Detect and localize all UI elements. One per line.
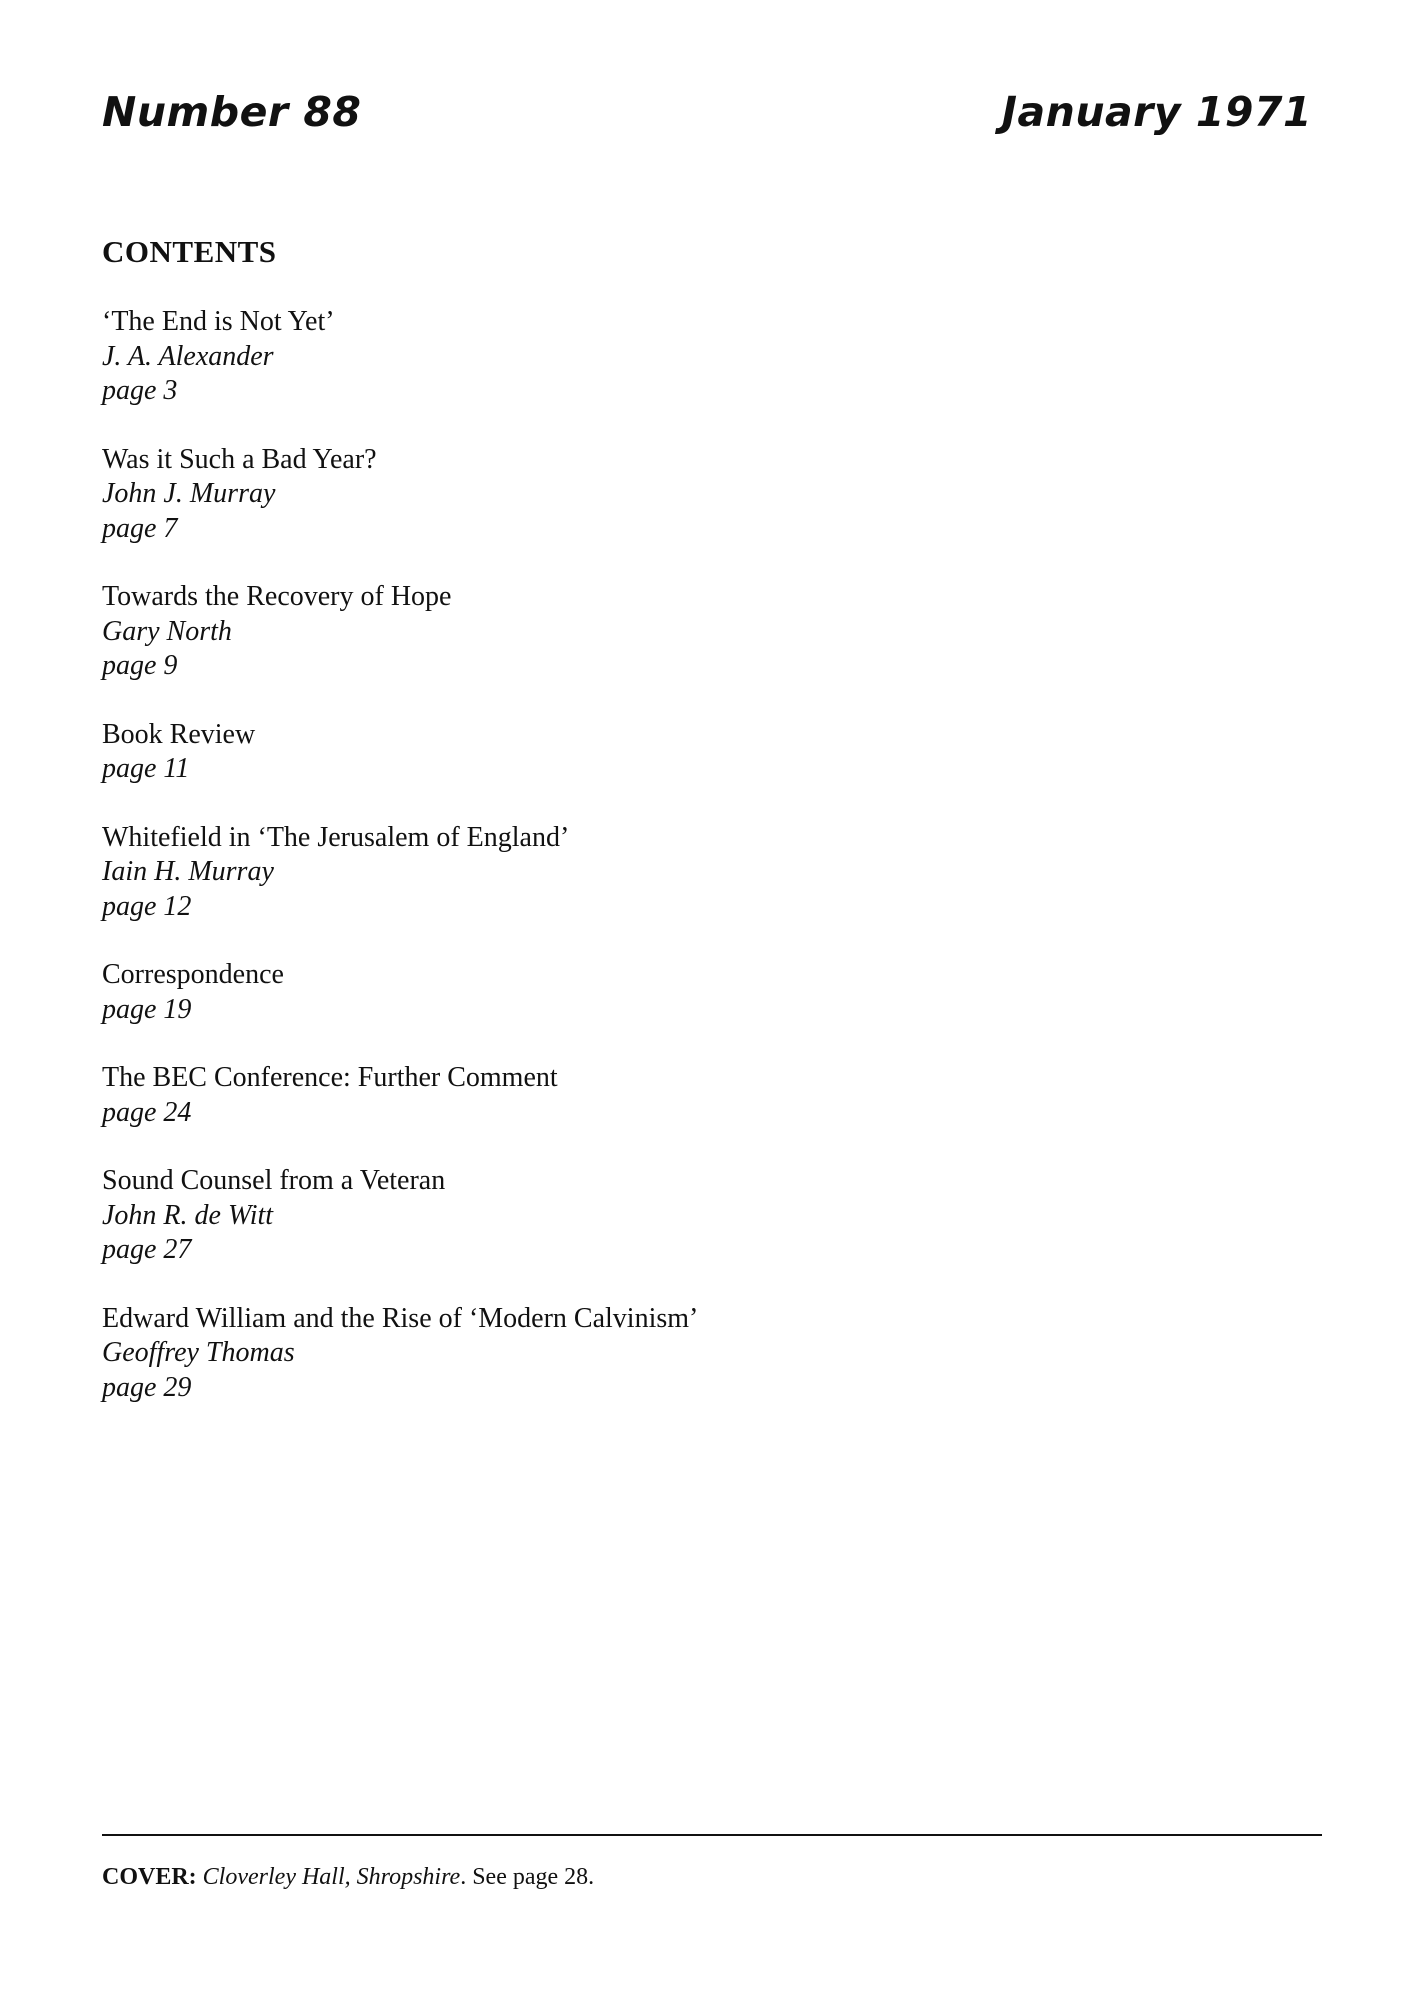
entry-page: page 3	[102, 375, 178, 406]
entry-page: page 19	[102, 993, 192, 1025]
contents-list	[102, 305, 698, 1439]
entry-page: page 11	[102, 753, 190, 784]
contents-entry	[102, 821, 698, 925]
entry-author: John R. de Witt	[102, 1199, 274, 1231]
footer-divider	[102, 1834, 1322, 1836]
entry-page: page 27	[102, 1234, 192, 1265]
cover-place: Cloverley Hall, Shropshire	[202, 1864, 461, 1890]
contents-entry	[102, 443, 698, 547]
contents-entry	[102, 1061, 698, 1130]
entry-title: Sound Counsel from a Veteran	[102, 1165, 446, 1196]
contents-entry	[102, 958, 698, 1027]
cover-label: COVER:	[102, 1864, 197, 1890]
cover-note	[102, 1864, 594, 1891]
entry-title: Was it Such a Bad Year?	[102, 443, 377, 475]
contents-entry	[102, 1302, 698, 1406]
contents-entry	[102, 718, 698, 787]
entry-title: Whitefield in ‘The Jerusalem of England’	[102, 821, 570, 853]
contents-entry	[102, 305, 698, 409]
entry-author: Gary North	[102, 615, 232, 647]
entry-page: page 7	[102, 512, 178, 544]
entry-page: page 24	[102, 1096, 192, 1128]
entry-title: Book Review	[102, 718, 256, 750]
contents-heading: CONTENTS	[102, 234, 277, 269]
contents-entry	[102, 1164, 698, 1268]
entry-page: page 12	[102, 890, 192, 922]
entry-title: ‘The End is Not Yet’	[102, 306, 335, 337]
entry-title: Edward William and the Rise of ‘Modern Calvinism’	[102, 1302, 699, 1334]
entry-author: Geoffrey Thomas	[102, 1337, 295, 1368]
contents-entry	[102, 580, 698, 684]
issue-number: Number 88	[102, 88, 362, 136]
entry-author: John J. Murray	[102, 478, 276, 509]
entry-author: Iain H. Murray	[102, 856, 274, 887]
page-header	[102, 88, 1312, 136]
issue-date: January 1971	[1001, 88, 1312, 136]
entry-title: Towards the Recovery of Hope	[102, 581, 452, 612]
entry-title: The BEC Conference: Further Comment	[102, 1062, 558, 1093]
entry-page: page 9	[102, 650, 178, 681]
entry-page: page 29	[102, 1371, 192, 1403]
cover-reference: . See page 28.	[460, 1864, 595, 1890]
entry-title: Correspondence	[102, 959, 284, 990]
entry-author: J. A. Alexander	[102, 340, 274, 372]
